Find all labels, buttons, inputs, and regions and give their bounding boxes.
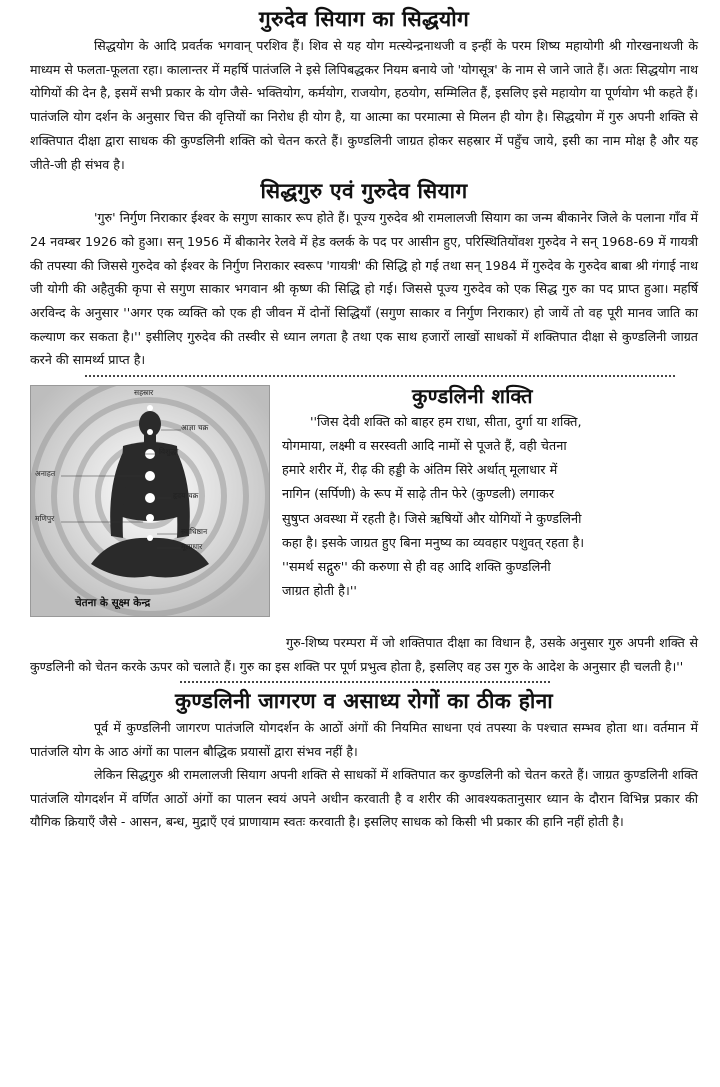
dotted-divider: [85, 375, 675, 377]
section3-body: [282, 411, 698, 604]
label-agya-chakra: आज्ञा चक्र: [181, 423, 209, 433]
section3-line: ''समर्थ सद्गुरु'' की करुणा से ही वह आदि शक्ति कुण्डलिनी: [282, 559, 551, 575]
section2-title: सिद्धगुरु एवं गुरुदेव सियाग: [260, 179, 468, 204]
section2-body: 'गुरु' निर्गुण निराकार ईश्वर के सगुण साकार रूप होते हैं। पूज्य गुरुदेव श्री रामलालजी सियाग का जन्म बीकानेर जिले के पलाना गाँव में 24 नवम्बर 1926 को हुआ। सन् 1956 में बीकानेर रेलवे में हेड क्लर्क के पद पर आसीन हुए, परिस्थितियोंवश गुरुदेव ने सन् 1968-69 में गायत्री की तपस्या की जिससे गुरुदेव को ईश्वर के निर्गुण निराकार स्वरूप 'गायत्री' की सिद्धि हो गई तथा सन् 1984 में गुरुदेव के गुरुदेव बाबा श्री गंगाई नाथ जी योगी की अहैतुकी कृपा से सगुण साकार भगवान श्री कृष्ण की सिद्धि हो गई। जिससे पूज्य गुरुदेव को एक सिद्ध गुरु का पद प्राप्त हुआ। महर्षि अरविन्द के अनुसार ''अगर एक व्यक्ति को एक ही जीवन में दोनों सिद्धियाँ (सगुण साकार व निर्गुण निराकार) हो जायें तो वह पूरी मानव जाति का कल्याण कर सकता है।'' इसीलिए गुरुदेव की तस्वीर से ध्यान लगता है तथा एक साथ हजारों लाखों साधकों में शक्तिपात दीक्षा से कुण्डलिनी जाग्रत करने की सामर्थ्य प्राप्त है।: [30, 210, 698, 368]
label-anahat: अनाहत: [35, 469, 56, 479]
section3-line: ''जिस देवी शक्ति को बाहर हम राधा, सीता, दुर्गा या शक्ति,: [310, 415, 582, 431]
label-manipur: मणिपुर: [35, 514, 55, 524]
kundalini-section: [30, 381, 698, 631]
section1-title: गुरुदेव सियाग का सिद्धयोग: [258, 7, 470, 31]
kundalini-text: [282, 381, 698, 604]
section3-line: योगमाया, लक्ष्मी व सरस्वती आदि नामों से पूजते हैं, वही चेतना: [282, 439, 567, 455]
label-muladhar: मूलाधार: [181, 542, 203, 552]
section3-line: सुषुप्त अवस्था में रहती है। जिसे ऋषियों और योगियों ने कुण्डलिनी: [282, 511, 582, 527]
chakra-figure: [30, 385, 270, 617]
section3-line: नागिन (सर्पिणी) के रूप में साढ़े तीन फेरे (कुण्डली) लगाकर: [282, 487, 555, 503]
section3-line: जाग्रत होती है।'': [282, 583, 357, 599]
dotted-divider: [180, 681, 550, 683]
section4-para1: पूर्व में कुण्डलिनी जागरण पातंजलि योगदर्शन के आठों अंगों की नियमित साधना एवं तपस्या के पश्चात सम्भव होता था। वर्तमान में पातंजलि योग के आठ अंगों का पालन बौद्धिक प्रयासों द्वारा संभव नहीं है।: [30, 720, 698, 759]
label-vishuddha: विशुद्धा: [159, 447, 179, 457]
section3-body-continued: गुरु-शिष्य परम्परा में जो शक्तिपात दीक्षा का विधान है, उसके अनुसार गुरु अपनी शक्ति से कुण्डलिनी को चेतन करके ऊपर को चलाते हैं। गुरु का इस शक्ति पर पूर्ण प्रभुत्व होता है, इसलिए वह उस गुरु के आदेश के अनुसार ही चलती है।'': [30, 635, 698, 674]
section4-para2: लेकिन सिद्धगुरु श्री रामलालजी सियाग अपनी शक्ति से साधकों में शक्तिपात कर कुण्डलिनी को चेतन करते हैं। जाग्रत कुण्डलिनी शक्ति पातंजलि योगदर्शन में वर्णित आठों अंगों का पालन स्वयं अपने अधीन करवाती है व शरीर की आवश्यकतानुसार ध्यान के दौरान विभिन्न प्रकार की यौगिक क्रियाएँ जैसे - आसन, बन्ध, मुद्राएँ एवं प्राणायाम स्वतः करवाती है। इसलिए साधक को किसी भी प्रकार की हानि नहीं होती है।: [30, 767, 698, 830]
meditating-figure-image: [31, 386, 269, 616]
label-hriday-chakra: हृदय चक्र: [173, 491, 199, 501]
section3-line: हमारे शरीर में, रीढ़ की हड्डी के अंतिम सिरे अर्थात् मूलाधार में: [282, 463, 558, 479]
section3-line: कहा है। इसके जाग्रत हुए बिना मनुष्य का व्यवहार पशुवत् रहता है।: [282, 535, 585, 551]
section3-title: कुण्डलिनी शक्ति: [412, 384, 533, 409]
section1-body: सिद्धयोग के आदि प्रवर्तक भगवान् परशिव हैं। शिव से यह योग मत्स्येन्द्रनाथजी व इन्हीं के परम शिष्य महायोगी श्री गोरखनाथजी के माध्यम से फलता-फूलता रहा। कालान्तर में महर्षि पातंजलि ने इसे लिपिबद्धकर नियम बनाये जो 'योगसूत्र' के नाम से जाने जाते हैं। अतः सिद्धयोग नाथ योगियों की देन है, इसमें सभी प्रकार के योग जैसे- भक्तियोग, कर्मयोग, राजयोग, हठयोग, सम्मिलित हैं, इसलिए इसे महायोग या पूर्णयोग भी कहते हैं। पातंजलि योग दर्शन के अनुसार चित्त की वृत्तियों का निरोध ही योग है, या आत्मा का परमात्मा से मिलन ही योग है। सिद्धयोग में गुरु अपनी शक्ति से शक्तिपात दीक्षा द्वारा साधक की कुण्डलिनी शक्ति को चेतन करते हैं। कुण्डलिनी जाग्रत होकर सहस्रार में पहुँच जाये, इसी का नाम मोक्ष है और यह जीते-जी ही संभव है।: [30, 38, 698, 172]
section4-title: कुण्डलिनी जागरण व असाध्य रोगों का ठीक होना: [174, 689, 554, 714]
label-swadhishthan: स्वाधिष्ठान: [181, 527, 208, 537]
label-sahasrar: सहस्रार: [134, 388, 154, 398]
figure-caption: चेतना के सूक्ष्म केन्द्र: [75, 597, 151, 610]
